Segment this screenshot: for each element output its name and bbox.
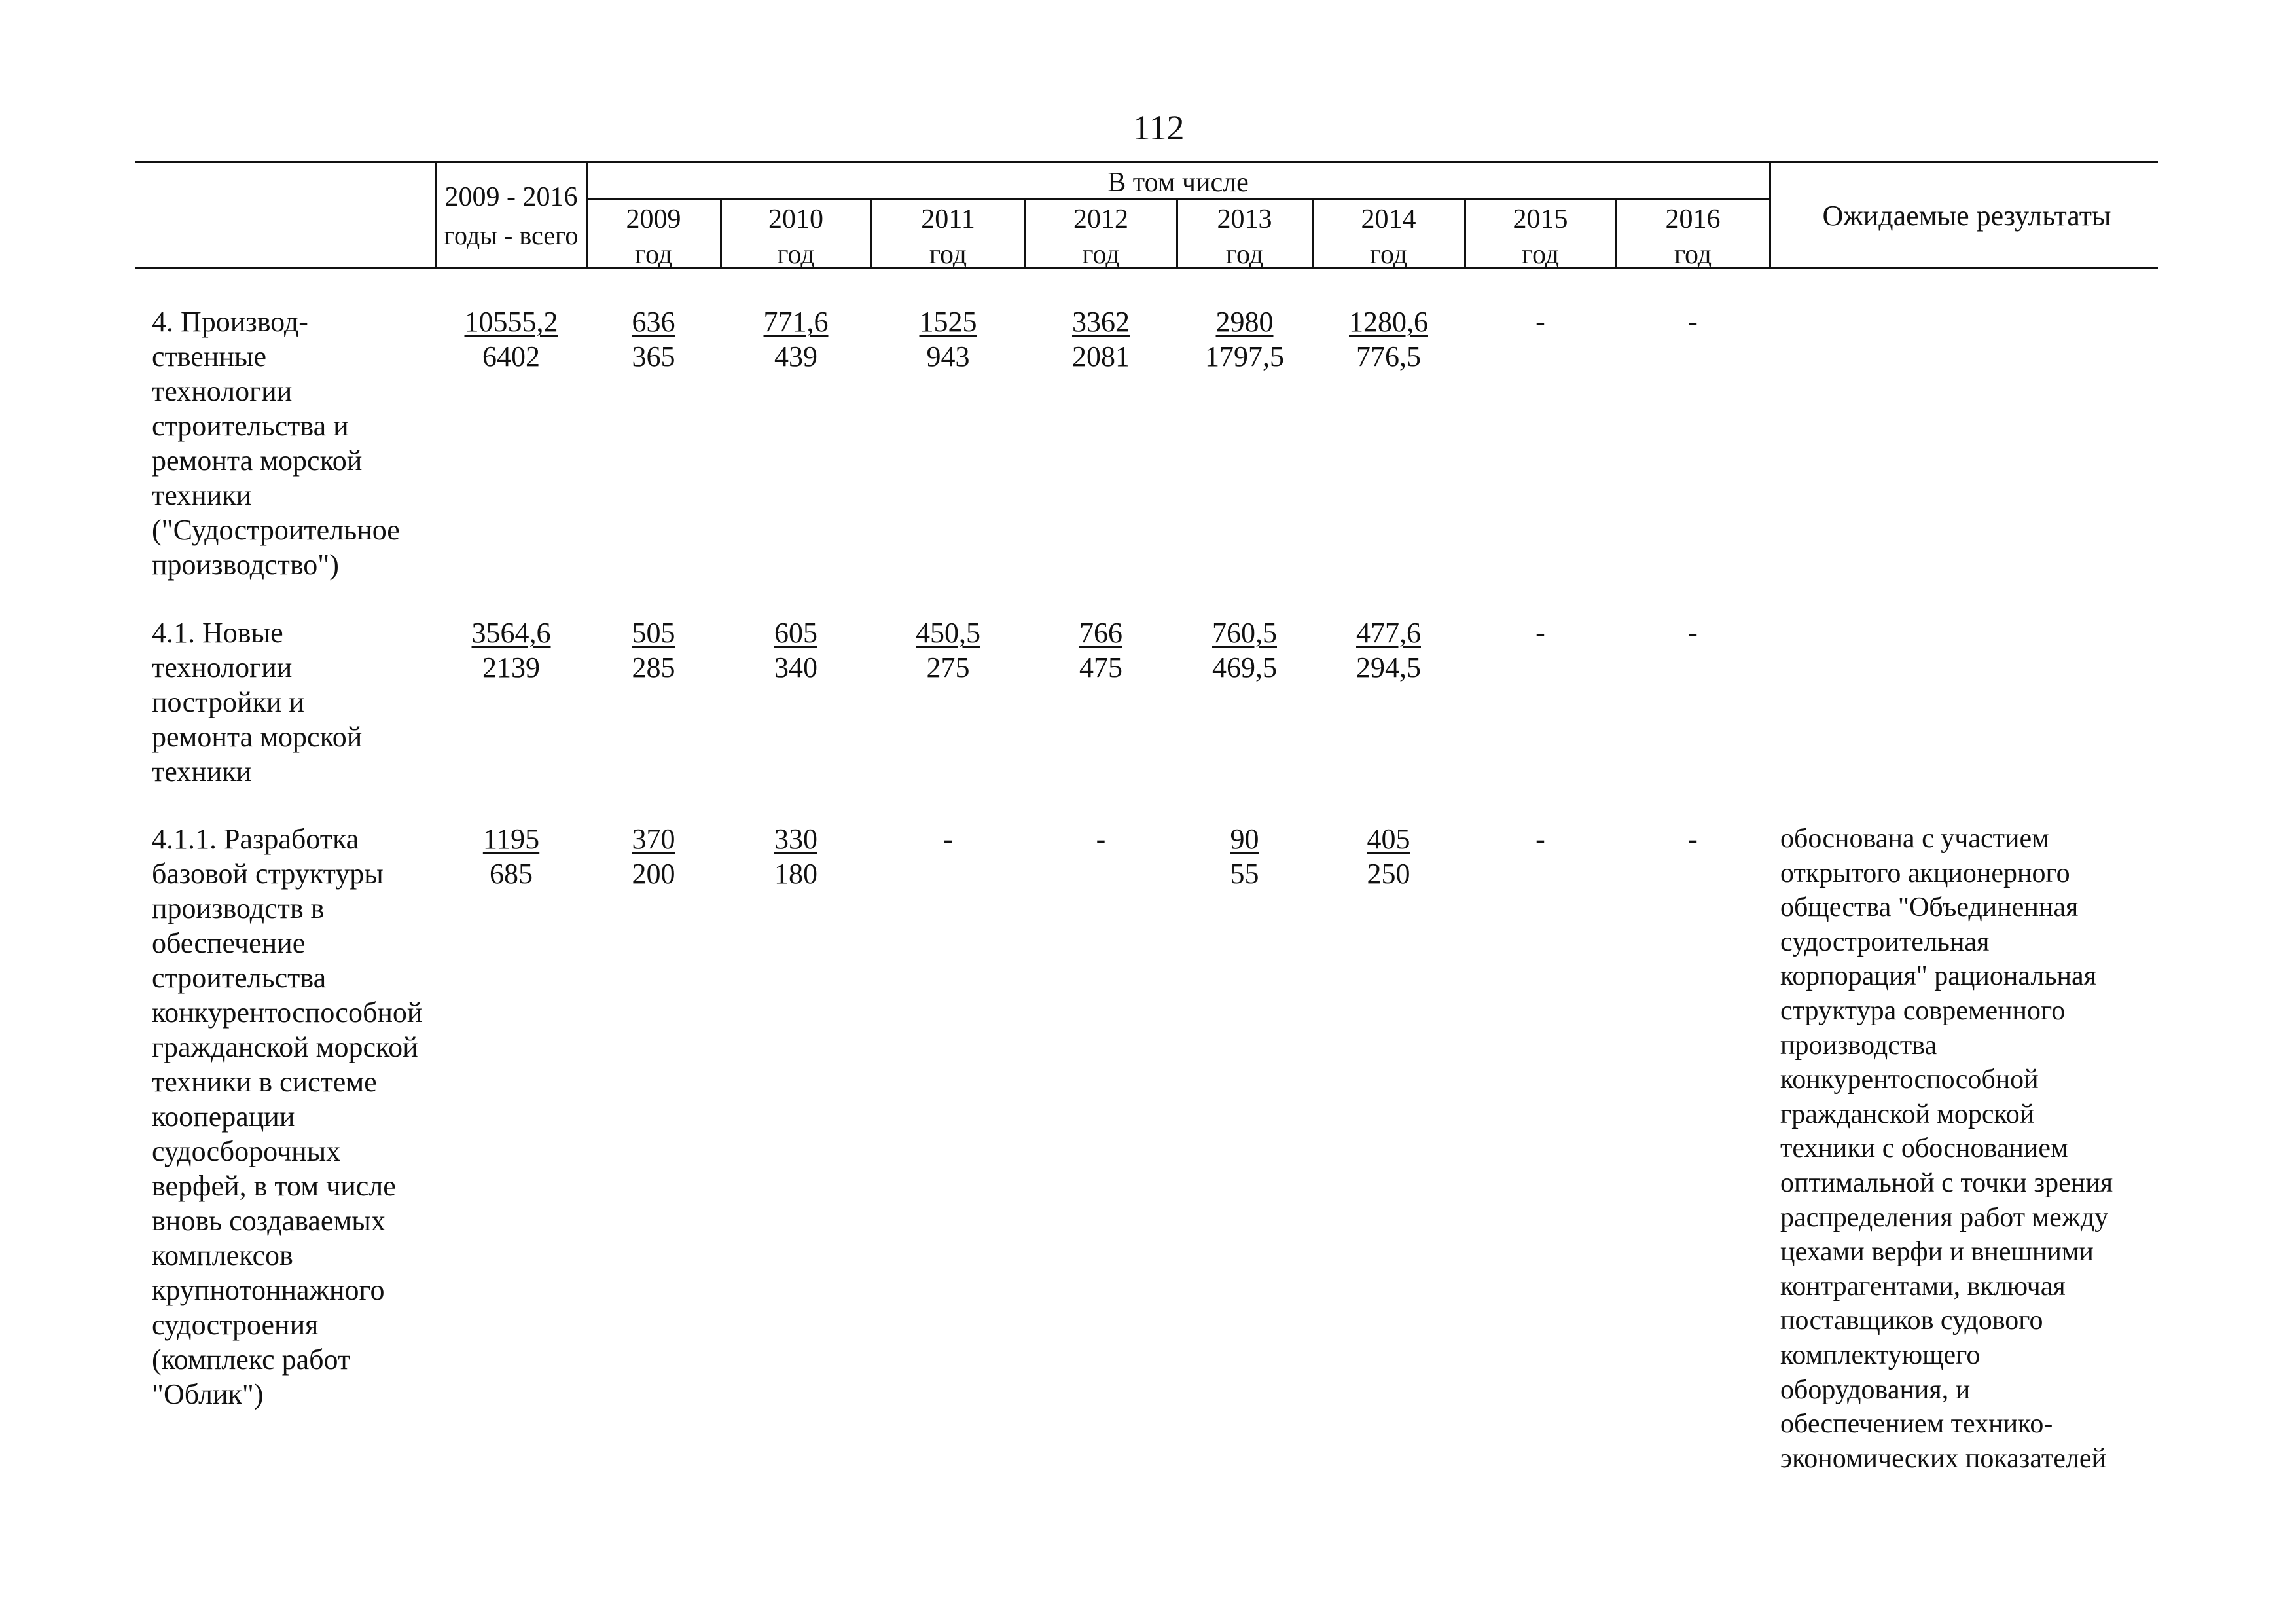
table-cell — [1177, 822, 1312, 891]
header-year-unit: год — [929, 240, 967, 270]
cell-value-total: 3564,6 — [471, 617, 551, 649]
header-year-unit: год — [634, 240, 673, 270]
header-year-unit: год — [1082, 240, 1120, 270]
header-year-unit: год — [1674, 240, 1712, 270]
cell-value-budget: 1797,5 — [1205, 340, 1284, 373]
header-year: 2014 — [1361, 204, 1416, 234]
cell-value-total: - — [1096, 823, 1106, 855]
cell-value-total: 3362 — [1072, 306, 1130, 338]
header-year: 2012 — [1073, 204, 1128, 234]
table-cell — [1617, 822, 1769, 856]
header-col-divider — [435, 162, 437, 268]
cell-value-budget: 340 — [774, 651, 817, 684]
table-cell — [1465, 822, 1615, 856]
header-results-label: Ожидаемые результаты — [1822, 200, 2111, 232]
cell-value-budget: 250 — [1367, 858, 1410, 890]
cell-value-total: - — [943, 823, 953, 855]
table-cell — [721, 615, 870, 685]
table-cell — [721, 822, 870, 891]
cell-value-budget: 294,5 — [1356, 651, 1421, 684]
cell-value-total: - — [1688, 306, 1698, 338]
table-cell — [437, 822, 586, 891]
cell-value-budget: 475 — [1079, 651, 1122, 684]
header-year: 2009 — [626, 204, 681, 234]
table-cell — [587, 615, 720, 685]
cell-value-budget: 285 — [632, 651, 675, 684]
table-cell — [872, 615, 1024, 685]
table-cell — [1617, 615, 1769, 650]
cell-value-budget: 2139 — [482, 651, 540, 684]
cell-value-budget: 275 — [926, 651, 970, 684]
cell-value-total: - — [1688, 617, 1698, 649]
table-cell — [587, 304, 720, 374]
cell-value-total: 1195 — [482, 823, 540, 855]
header-total-line1: 2009 - 2016 — [444, 182, 578, 212]
cell-value-total: 450,5 — [916, 617, 980, 649]
cell-value-total: 505 — [632, 617, 675, 649]
cell-value-total: 771,6 — [763, 306, 829, 338]
cell-value-total: 605 — [774, 617, 817, 649]
expected-result: обоснована с участием открытого акционерного общества "Объединенная судостроительная корпорация" рациональная структура современного производства конкурентоспособной гражданской морской техники с обоснованием оптимальной с точки зрения распределения работ между цехами верфи и внешними контрагентами, включая поставщиков судового комплектующего оборудования, и обеспечением технико- экономических показателей — [1780, 824, 2113, 1474]
table-cell — [872, 304, 1024, 374]
table-cell — [437, 304, 586, 374]
table-cell — [437, 615, 586, 685]
cell-value-total: 766 — [1079, 617, 1122, 649]
table-cell — [1465, 615, 1615, 650]
cell-value-total: - — [1535, 617, 1545, 649]
group-underline-rule — [587, 198, 1770, 200]
table-cell — [1177, 615, 1312, 685]
table-cell — [1313, 304, 1464, 374]
cell-value-budget: 6402 — [482, 340, 540, 373]
row-label: 4.1.1. Разработка базовой структуры производств в обеспечение строительства конкурентоспособной гражданской морской техники в системе кооперации судосборочных верфей, в том числе вновь создаваемых комплексов крупнотоннажного судостроения (комплекс работ "Облик") — [152, 823, 423, 1410]
cell-value-budget: 943 — [926, 340, 970, 373]
header-year-unit: год — [1521, 240, 1560, 270]
cell-value-total: 760,5 — [1212, 617, 1277, 649]
cell-value-total: 477,6 — [1356, 617, 1421, 649]
row-label: 4. Производ- ственные технологии строительства и ремонта морской техники ("Судостроительное производство") — [152, 306, 400, 581]
header-top-rule — [135, 161, 2158, 163]
cell-value-total: - — [1535, 823, 1545, 855]
cell-value-budget: 365 — [632, 340, 675, 373]
cell-value-budget: 200 — [632, 858, 675, 890]
header-year: 2010 — [768, 204, 823, 234]
table-cell — [1465, 304, 1615, 339]
cell-value-total: 370 — [632, 823, 675, 855]
table-cell — [872, 822, 1024, 856]
table-cell — [587, 822, 720, 891]
table-cell — [1026, 304, 1176, 374]
header-year: 2016 — [1665, 204, 1721, 234]
table-cell — [721, 304, 870, 374]
cell-value-total: 10555,2 — [464, 306, 558, 338]
table-cell — [1617, 304, 1769, 339]
cell-value-budget: 439 — [774, 340, 817, 373]
cell-value-budget: 2081 — [1072, 340, 1130, 373]
cell-value-total: 330 — [774, 823, 817, 855]
table-cell — [1177, 304, 1312, 374]
table-cell — [1026, 615, 1176, 685]
cell-value-total: 1525 — [919, 306, 977, 338]
cell-value-budget: 469,5 — [1212, 651, 1277, 684]
cell-value-budget: 685 — [490, 858, 533, 890]
cell-value-total: 2980 — [1215, 306, 1274, 338]
cell-value-budget: 180 — [774, 858, 817, 890]
header-year-unit: год — [1225, 240, 1264, 270]
cell-value-total: - — [1688, 823, 1698, 855]
header-year-unit: год — [1369, 240, 1408, 270]
cell-value-total: 90 — [1230, 823, 1259, 855]
cell-value-total: - — [1535, 306, 1545, 338]
header-year: 2015 — [1513, 204, 1568, 234]
row-label: 4.1. Новые технологии постройки и ремонта морской техники — [152, 617, 363, 788]
cell-value-total: 1280,6 — [1349, 306, 1428, 338]
header-group-label: В том числе — [1107, 168, 1249, 198]
cell-value-total: 636 — [632, 306, 675, 338]
cell-value-total: 405 — [1367, 823, 1410, 855]
page-number: 112 — [1132, 108, 1185, 147]
cell-value-budget: 55 — [1230, 858, 1259, 890]
header-year-unit: год — [777, 240, 815, 270]
table-cell — [1026, 822, 1176, 856]
table-cell — [1313, 615, 1464, 685]
table-cell — [1313, 822, 1464, 891]
header-year: 2011 — [921, 204, 975, 234]
cell-value-budget: 776,5 — [1356, 340, 1421, 373]
header-year: 2013 — [1217, 204, 1272, 234]
header-total-line2: годы - всего — [444, 221, 579, 250]
